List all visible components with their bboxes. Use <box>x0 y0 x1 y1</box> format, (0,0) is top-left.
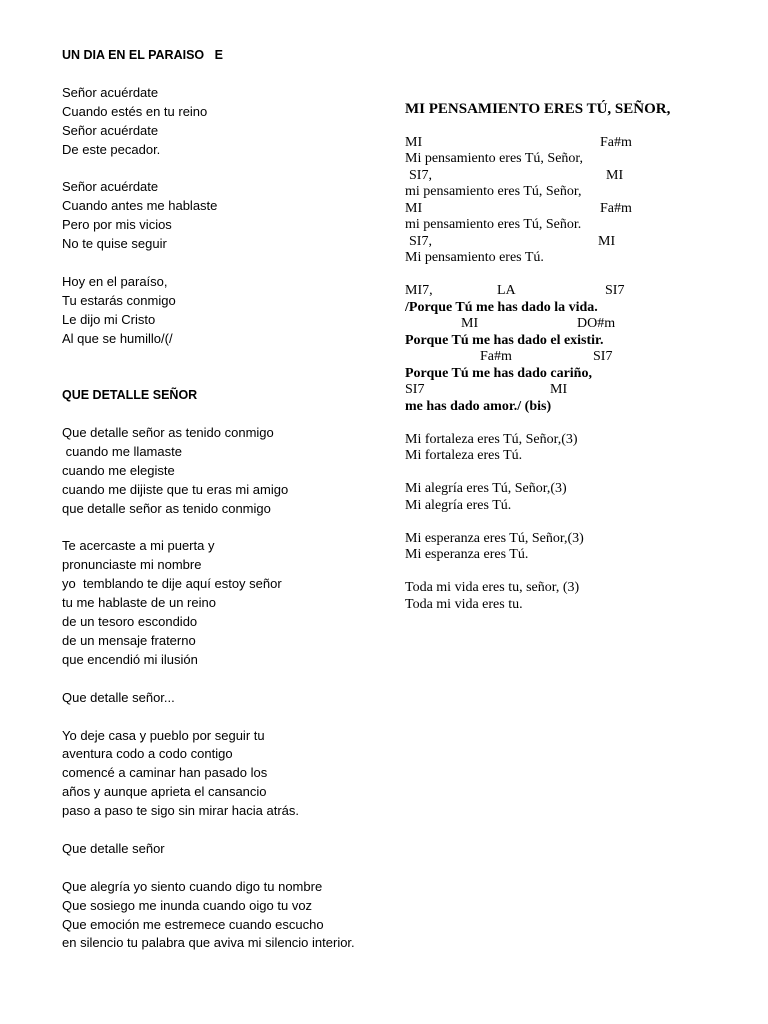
lyric-line: Cuando estés en tu reino <box>62 103 208 119</box>
stanza <box>62 84 402 160</box>
lyric-line: Toda mi vida eres tu. <box>405 596 523 612</box>
stanza <box>62 878 402 954</box>
lyric-line: Mi fortaleza eres Tú, Señor,(3) <box>405 431 578 447</box>
lyric-line: Que detalle señor... <box>62 689 175 705</box>
lyric-line: Mi pensamiento eres Tú. <box>405 250 544 265</box>
chord: SI7, <box>409 233 432 249</box>
chord-line <box>405 349 695 366</box>
lyric-line: Señor acuérdate <box>62 179 159 195</box>
song-title-un-dia-en-el-paraiso: UN DIA EN EL PARAISO E <box>62 48 223 62</box>
lyric-line: mi pensamiento eres Tú, Señor, <box>405 184 582 199</box>
chord-line <box>405 168 695 185</box>
lyric-line: Yo deje casa y pueblo por seguir tu <box>62 727 265 743</box>
lyric-line: de un tesoro escondido <box>62 614 198 630</box>
lyric-line: No te quise seguir <box>62 236 167 252</box>
lyric-line: Que sosiego me inunda cuando oigo tu voz <box>62 897 313 913</box>
right-column <box>405 101 695 613</box>
chord: SI7 <box>605 283 625 298</box>
chord-line <box>405 283 695 300</box>
lyric-line: cuando me dijiste que tu eras mi amigo <box>62 481 289 497</box>
lyric-line: mi pensamiento eres Tú, Señor. <box>405 217 582 232</box>
stanza <box>62 727 402 822</box>
lyric-line: Porque Tú me has dado cariño, <box>405 365 592 381</box>
lyric-line: cuando me llamaste <box>62 443 182 459</box>
lyric-line: me has dado amor./ (bis) <box>405 398 552 414</box>
stanza <box>62 689 402 708</box>
lyric-line: Te acercaste a mi puerta y <box>62 538 215 554</box>
chord: Fa#m <box>600 134 632 150</box>
lyric-line: Cuando antes me hablaste <box>62 198 218 214</box>
chord-line <box>405 135 695 152</box>
lyric-line: paso a paso te sigo sin mirar hacia atrás. <box>62 803 300 819</box>
left-column <box>62 46 402 953</box>
lyric-line: pronunciaste mi nombre <box>62 557 202 573</box>
stanza <box>62 424 402 519</box>
stanza <box>62 178 402 254</box>
chord-line <box>405 316 695 333</box>
chord: Fa#m <box>480 349 512 364</box>
chord-line <box>405 234 695 251</box>
lyric-line: Que alegría yo siento cuando digo tu nombre <box>62 878 323 894</box>
lyric-line: Al que se humillo/(/ <box>62 330 173 346</box>
chord-line <box>405 382 695 399</box>
chord: MI <box>550 382 568 397</box>
lyric-line: Mi esperanza eres Tú, Señor,(3) <box>405 530 584 546</box>
chord: SI7, <box>409 167 432 183</box>
lyric-line: Que detalle señor as tenido conmigo <box>62 425 274 441</box>
lyric-line: comencé a caminar han pasado los <box>62 765 268 781</box>
lyric-line: Porque Tú me has dado el existir. <box>405 332 604 348</box>
stanza <box>62 840 402 859</box>
lyric-line: en silencio tu palabra que aviva mi silencio interior. <box>62 935 355 951</box>
lyric-line: /Porque Tú me has dado la vida. <box>405 299 598 315</box>
chord: MI <box>606 167 624 183</box>
chord: SI7 <box>593 349 613 364</box>
lyric-line: Señor acuérdate <box>62 122 159 138</box>
lyric-line: Que detalle señor <box>62 840 165 856</box>
lyric-line: Mi pensamiento eres Tú, Señor, <box>405 151 584 166</box>
lyric-line: Señor acuérdate <box>62 84 159 100</box>
lyric-line: tu me hablaste de un reino <box>62 595 216 611</box>
lyric-line: años y aunque aprieta el cansancio <box>62 784 267 800</box>
chord: MI <box>461 316 479 331</box>
lyric-line: Mi alegría eres Tú, Señor,(3) <box>405 481 567 496</box>
song-title-que-detalle-senor: QUE DETALLE SEÑOR <box>62 388 198 403</box>
chord: SI7 <box>405 382 425 397</box>
lyric-line: yo temblando te dije aquí estoy señor <box>62 576 282 592</box>
chord: MI7, <box>405 283 433 298</box>
lyric-line: Toda mi vida eres tu, señor, (3) <box>405 580 580 595</box>
lyric-line: Que emoción me estremece cuando escucho <box>62 916 324 932</box>
chord: MI <box>405 134 423 150</box>
stanza <box>62 273 402 349</box>
lyric-line: de un mensaje fraterno <box>62 633 196 648</box>
lyric-line: Hoy en el paraíso, <box>62 273 168 289</box>
lyric-line: Tu estarás conmigo <box>62 292 176 308</box>
lyric-line: aventura codo a codo contigo <box>62 746 233 762</box>
lyric-line: Mi alegría eres Tú. <box>405 497 512 513</box>
lyric-line: que encendió mi ilusión <box>62 651 198 667</box>
lyric-line: Mi esperanza eres Tú. <box>405 547 529 562</box>
chord: Fa#m <box>600 200 632 216</box>
stanza <box>62 537 402 669</box>
chord: DO#m <box>577 316 616 331</box>
chord-line <box>405 201 695 218</box>
song-title-mi-pensamiento: MI PENSAMIENTO ERES TÚ, SEÑOR, <box>405 101 671 117</box>
lyric-line: Mi fortaleza eres Tú. <box>405 448 523 463</box>
lyric-line: Pero por mis vicios <box>62 217 172 233</box>
chord: MI <box>405 200 423 216</box>
lyric-line: que detalle señor as tenido conmigo <box>62 500 271 516</box>
lyric-line: Le dijo mi Cristo <box>62 311 156 327</box>
lyric-line: cuando me elegiste <box>62 462 175 478</box>
chord: LA <box>497 283 516 298</box>
lyric-line: De este pecador. <box>62 141 161 157</box>
chord: MI <box>598 233 616 249</box>
